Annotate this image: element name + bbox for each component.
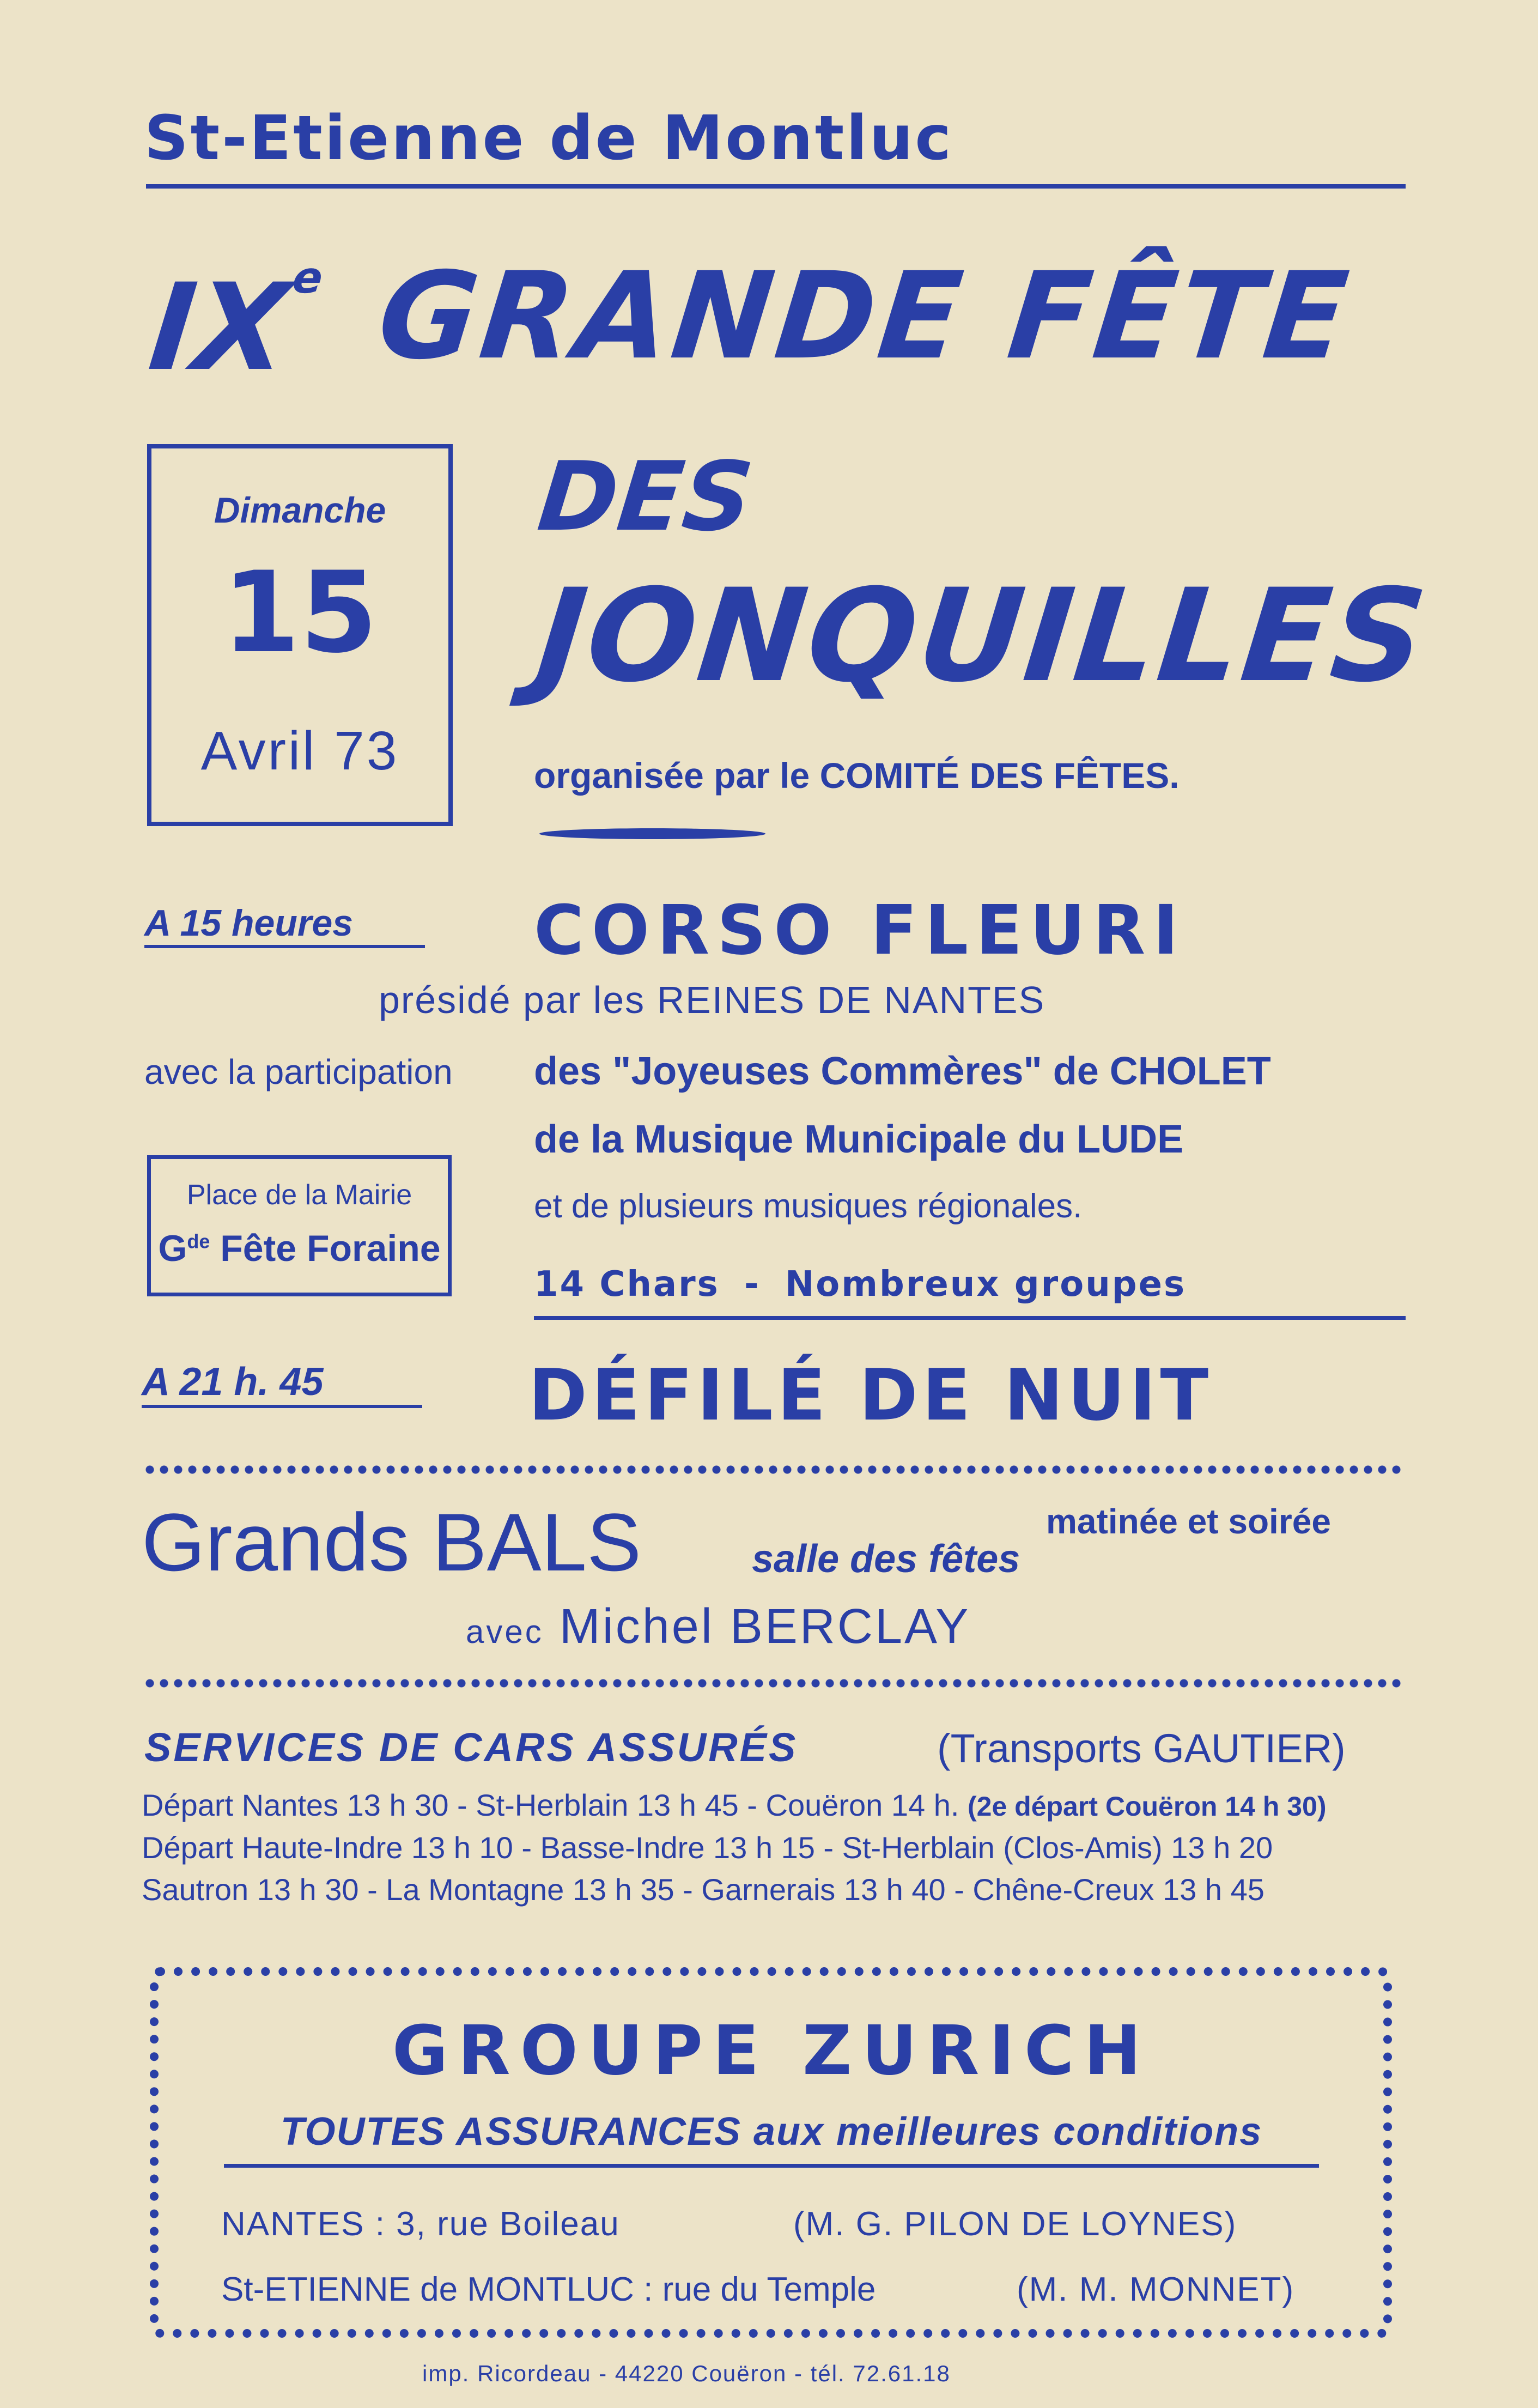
corso-title: CORSO FLEURI xyxy=(534,891,1186,970)
night-title: DÉFILÉ DE NUIT xyxy=(528,1354,1213,1436)
ad-tagline-underline xyxy=(224,2164,1319,2168)
cars-line2: Départ Haute-Indre 13 h 10 - Basse-Indre 13 h 15 - St-Herblain (Clos-Amis) 13 h 20 xyxy=(142,1830,1273,1865)
bals-artist-line: avec Michel BERCLAY xyxy=(466,1599,971,1654)
night-time: A 21 h. 45 xyxy=(142,1362,422,1408)
organizer-line: organisée par le COMITÉ DES FÊTES. xyxy=(534,755,1180,796)
cars-company: (Transports GAUTIER) xyxy=(937,1726,1346,1771)
ad-tagline: TOUTES ASSURANCES aux meilleures conditions xyxy=(280,2110,1263,2154)
bals-when: matinée et soirée xyxy=(1046,1502,1331,1541)
title-des: DES xyxy=(533,442,758,553)
date-weekday: Dimanche xyxy=(214,490,386,530)
town-name: St-Etienne de Montluc xyxy=(144,103,953,174)
insurance-ad-box xyxy=(150,1967,1392,2338)
corso-presided: présidé par les REINES DE NANTES xyxy=(379,979,1045,1021)
bals-title: Grands BALS xyxy=(142,1496,642,1588)
ad-agent-nantes: (M. G. PILON DE LOYNES) xyxy=(793,2205,1237,2243)
town-underline xyxy=(146,184,1406,189)
printer-credit: imp. Ricordeau - 44220 Couëron - tél. 72.61.18 xyxy=(422,2361,951,2386)
ad-address-nantes: NANTES : 3, rue Boileau xyxy=(221,2205,620,2243)
cars-line3: Sautron 13 h 30 - La Montagne 13 h 35 - Garnerais 13 h 40 - Chêne-Creux 13 h 45 xyxy=(142,1872,1265,1907)
ad-title: GROUPE ZURICH xyxy=(392,2011,1151,2090)
title-grande-fete: GRANDE FÊTE xyxy=(372,246,1357,386)
participation-label: avec la participation xyxy=(144,1052,453,1091)
edition-superscript: e xyxy=(290,252,325,303)
fair-place: Place de la Mairie xyxy=(186,1179,412,1211)
edition-number: IXe xyxy=(143,252,325,397)
date-box xyxy=(147,444,453,826)
participant-regional: et de plusieurs musiques régionales. xyxy=(534,1187,1083,1225)
chars-line: 14 Chars - Nombreux groupes xyxy=(534,1264,1187,1305)
participant-lude: de la Musique Municipale du LUDE xyxy=(534,1118,1184,1161)
cars-title: SERVICES DE CARS ASSURÉS xyxy=(144,1725,798,1770)
organizer-swash xyxy=(539,828,765,839)
fair-name: $G^{de}$ Fête Foraine xyxy=(158,1228,441,1269)
ad-address-montluc: St-ETIENNE de MONTLUC : rue du Temple xyxy=(221,2271,876,2308)
chars-underline xyxy=(534,1316,1406,1320)
date-day: 15 xyxy=(222,548,378,678)
fair-box xyxy=(147,1155,452,1296)
cars-line1: Départ Nantes 13 h 30 - St-Herblain 13 h 45 - Couëron 14 h. (2e départ Couëron 14 h 30) xyxy=(142,1788,1327,1822)
divider-wavy-top xyxy=(144,1465,1403,1475)
participant-cholet: des "Joyeuses Commères" de CHOLET xyxy=(534,1050,1271,1093)
divider-wavy-bottom xyxy=(144,1678,1403,1688)
corso-time: A 15 heures xyxy=(144,905,425,948)
date-month-year: Avril 73 xyxy=(200,720,399,781)
ad-agent-montluc: (M. M. MONNET) xyxy=(1017,2271,1295,2308)
bals-venue: salle des fêtes xyxy=(752,1537,1020,1581)
title-jonquilles: JONQUILLES xyxy=(530,562,1434,711)
